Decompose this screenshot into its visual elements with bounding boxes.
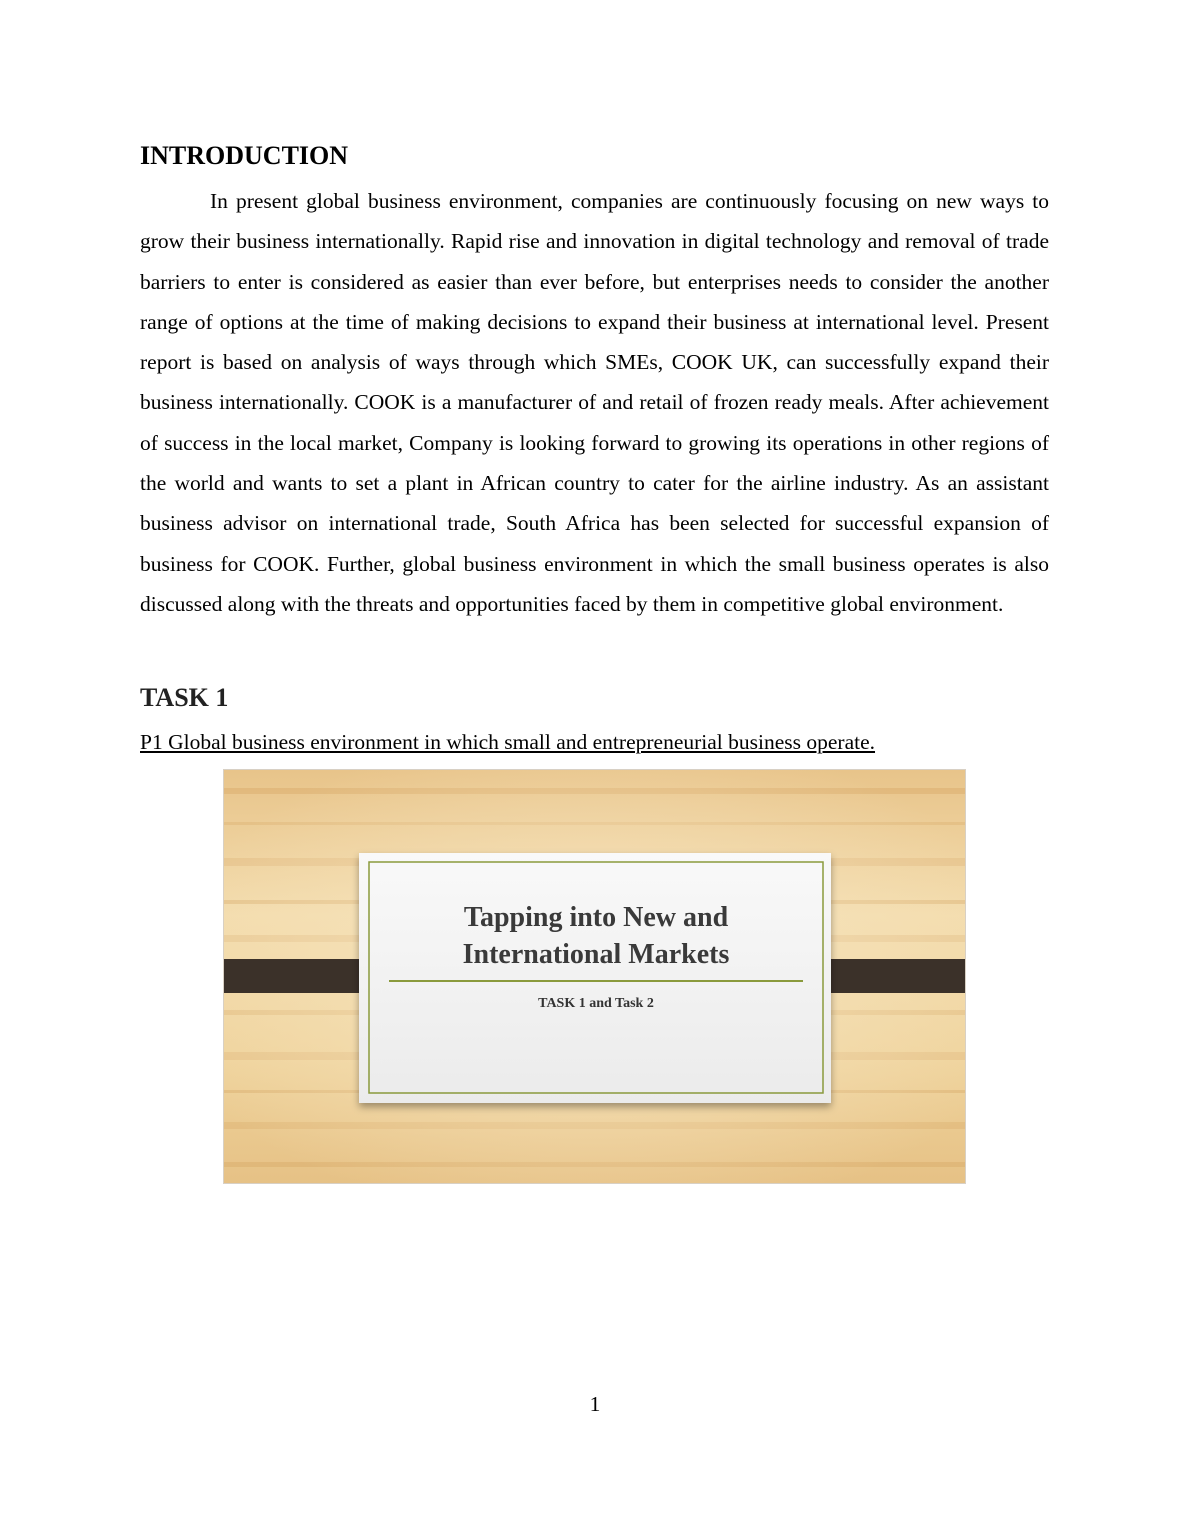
task1-heading: TASK 1	[140, 683, 229, 712]
introduction-heading: INTRODUCTION	[140, 141, 349, 170]
slide-graphic	[224, 770, 966, 1184]
page-number: 1	[589, 1392, 601, 1416]
right-band	[817, 959, 966, 993]
left-band	[224, 959, 374, 993]
p1-subheading: P1 Global business environment in which small and entrepreneurial business operate.	[140, 730, 876, 754]
slide-subtitle: TASK 1 and Task 2	[538, 996, 654, 1011]
introduction-paragraph: In present global business environment, companies are continuously focusing on new ways to grow their business internationally. Rapid rise and innovation in digital technology and removal of trade barriers to enter is considered as easier than ever before, but enterprises needs to consider the another range of options at the time of making decisions to expand their business at international level. Present report is based on analysis of ways through which SMEs, COOK UK, can successfully expand their business internationally. COOK is a manufacturer of and retail of frozen ready meals. After achievement of success in the local market, Company is looking forward to growing its operations in other regions of the world and wants to set a plant in African country to cater for the airline industry. As an assistant business advisor on international trade, South Africa has been selected for successful expansion of business for COOK. Further, global business environment in which the small business operates is also discussed along with the threats and opportunities faced by them in competitive global environment.	[140, 189, 1049, 616]
slide-title-line2: International Markets	[462, 939, 730, 970]
title-card	[359, 853, 831, 1103]
slide-image	[223, 769, 966, 1184]
slide-title-line1: Tapping into New and	[463, 902, 729, 933]
